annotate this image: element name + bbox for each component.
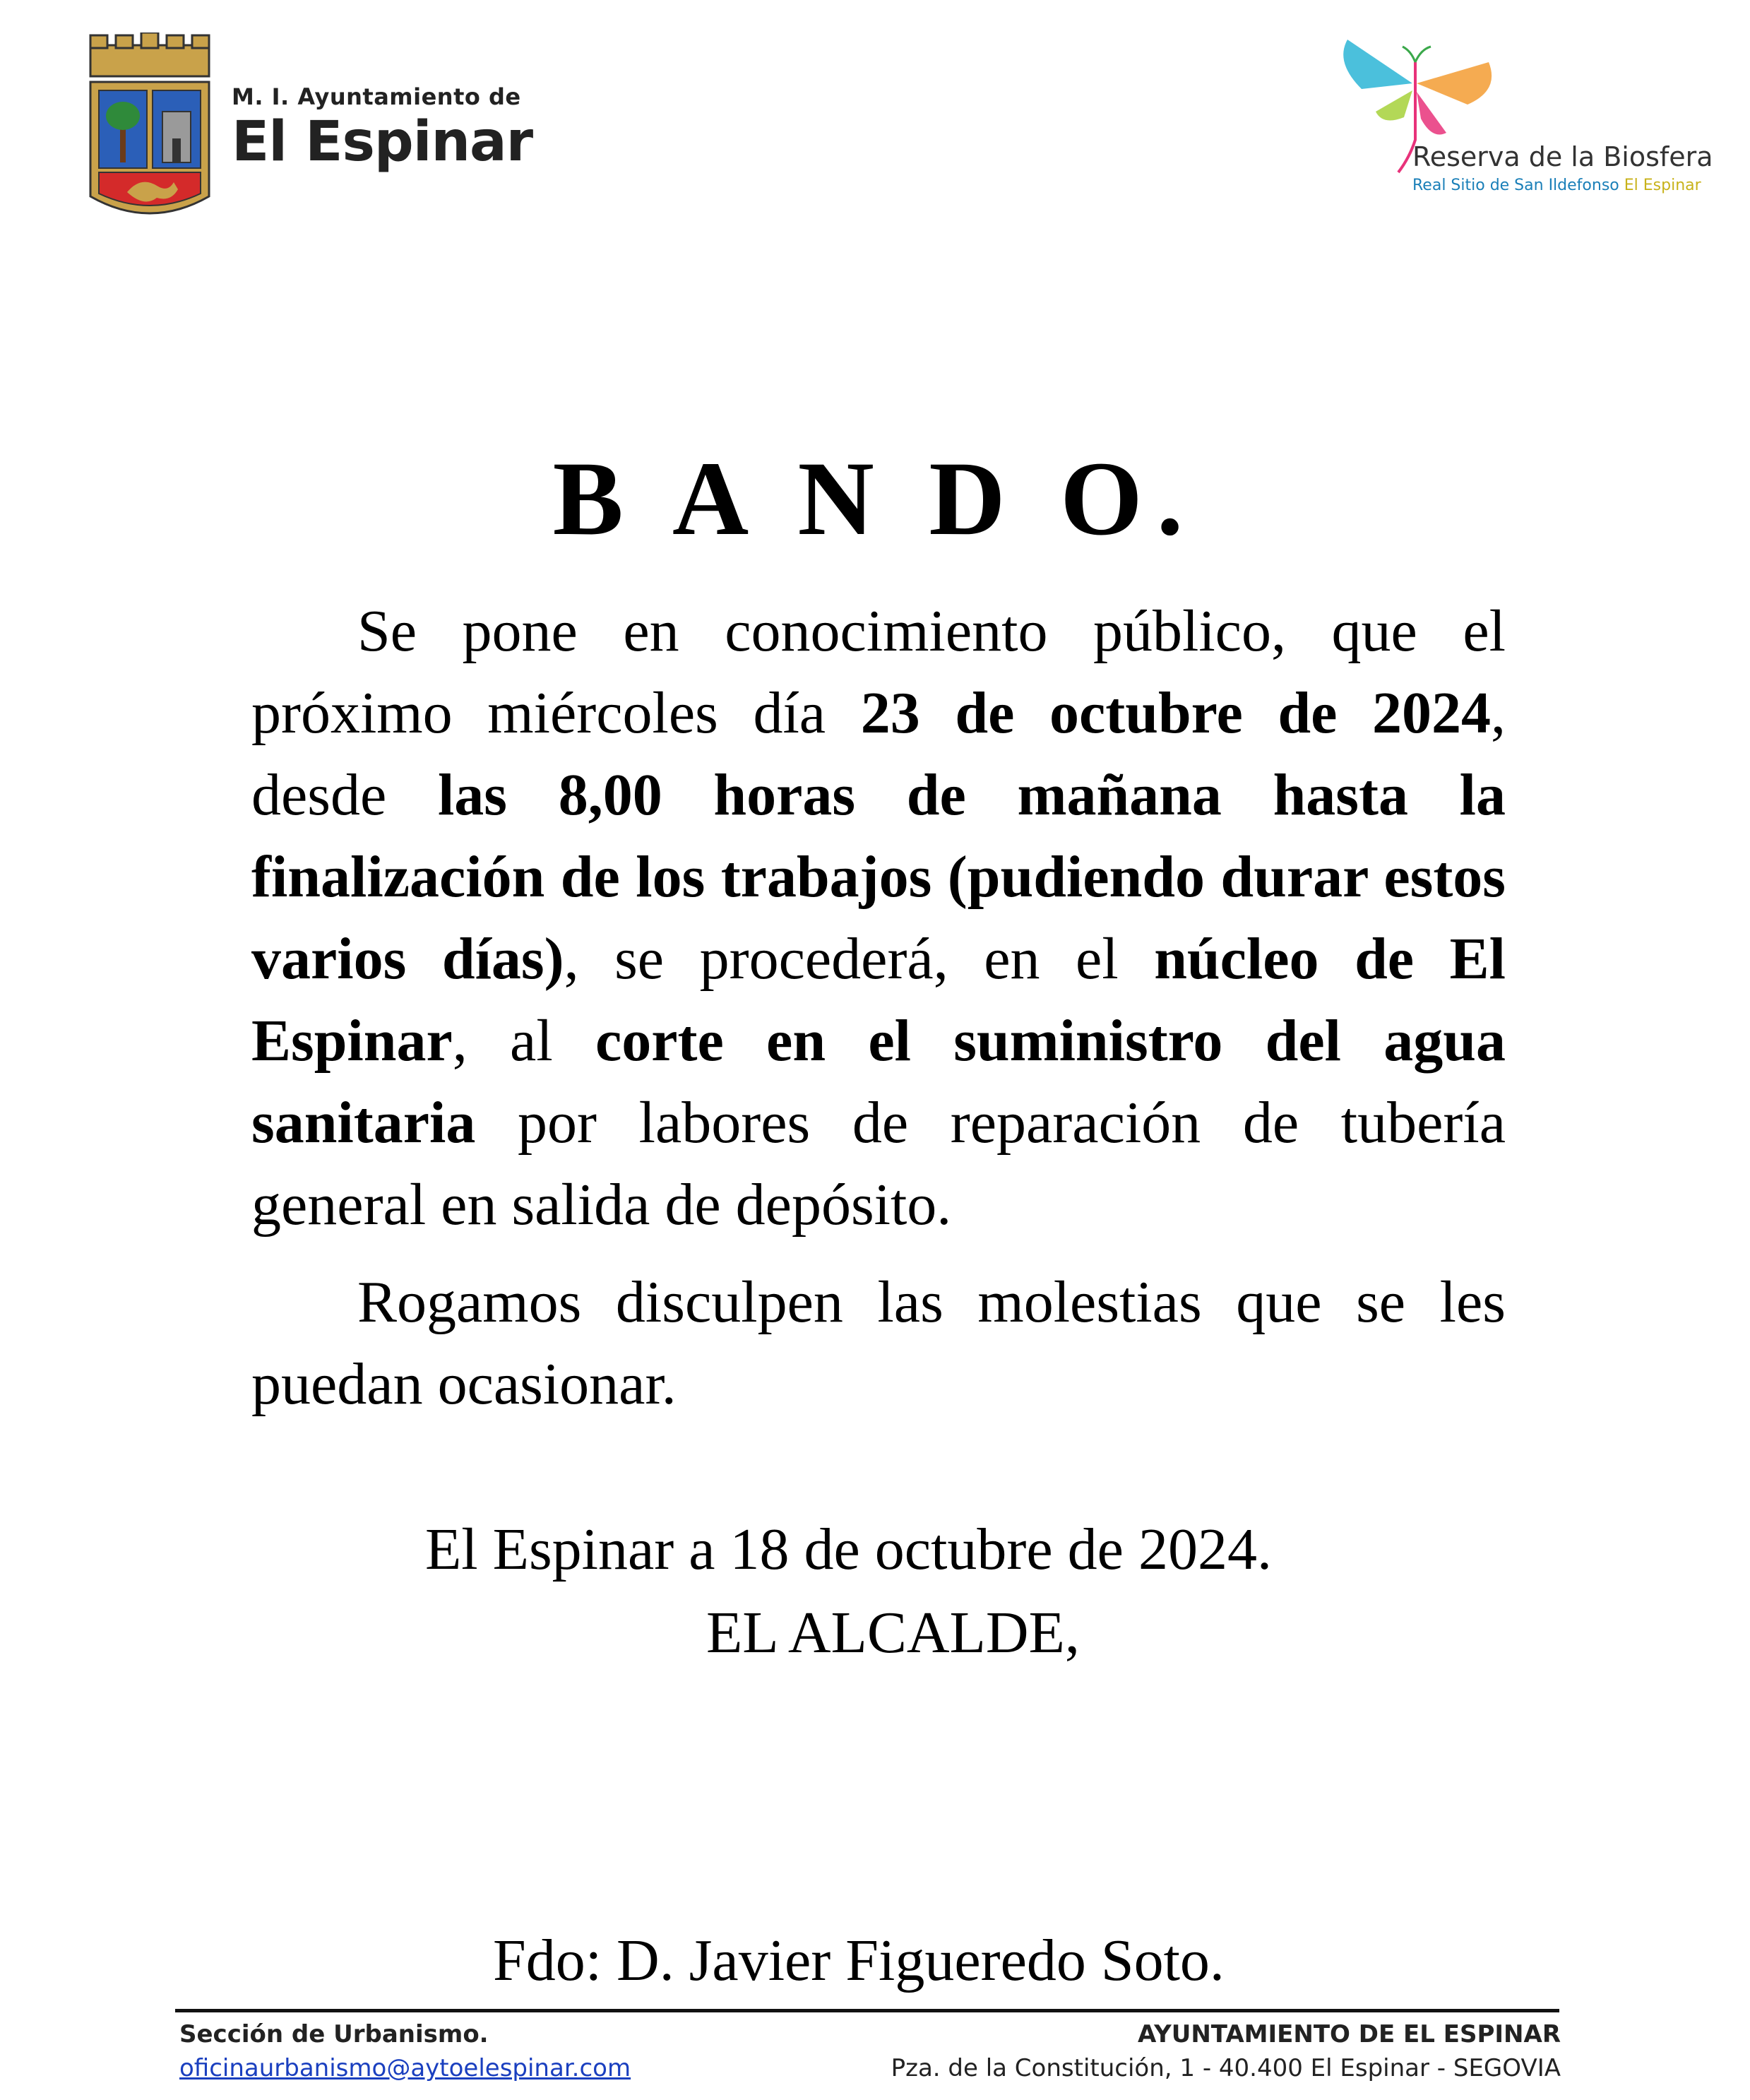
p1-b4: corte en el suministro del agua sanitaria [251,1008,1506,1156]
org-small-label: M. I. Ayuntamiento de [232,83,521,110]
footer-email-link[interactable]: oficinaurbanismo@aytoelespinar.com [179,2054,631,2082]
reserve-sub-a: Real Sitio de San Ildefonso [1412,177,1619,194]
footer-address: Pza. de la Constitución, 1 - 40.400 El Espinar - SEGOVIA [891,2054,1561,2082]
footer-org: AYUNTAMIENTO DE EL ESPINAR [1138,2020,1561,2048]
document-title: B A N D O. [552,440,1198,557]
apology-paragraph: Rogamos disculpen las molestias que se les puedan ocasionar. [251,1269,1506,1417]
p1-s3: , se procederá, en el [564,926,1155,992]
document-body [251,591,1506,1425]
p1-b1: 23 de octubre de 2024 [860,680,1492,746]
p1-s2: , desde [251,680,1506,828]
announcement-paragraph [251,591,1506,1246]
organization-name [232,83,533,174]
p1-b3: núcleo de El Espinar [251,926,1506,1074]
reserve-subtitle [1412,177,1713,194]
p1-b2: las 8,00 horas de mañana hasta la finalización de los trabajos (pudiendo durar estos varios días) [251,762,1506,992]
reserve-sub-b: El Espinar [1624,177,1701,194]
p1-s4: , al [452,1008,595,1074]
footer-divider [175,2009,1559,2012]
role-line: EL ALCALDE, [706,1600,1080,1666]
biosphere-reserve [1412,141,1713,194]
coat-of-arms-icon [86,32,213,225]
date-text: El Espinar a 18 de octubre de 2024. [425,1517,1272,1582]
org-big-label: El Espinar [232,110,533,174]
p1-s5: por labores de reparación de tubería general en salida de depósito. [251,1090,1506,1238]
signature-line: Fdo: D. Javier Figueredo Soto. [493,1928,1225,1993]
p1-s1: Se pone en conocimiento público, que el próximo miércoles día [251,598,1506,746]
footer-section: Sección de Urbanismo. [179,2020,489,2048]
reserve-title: Reserva de la Biosfera [1412,141,1713,172]
